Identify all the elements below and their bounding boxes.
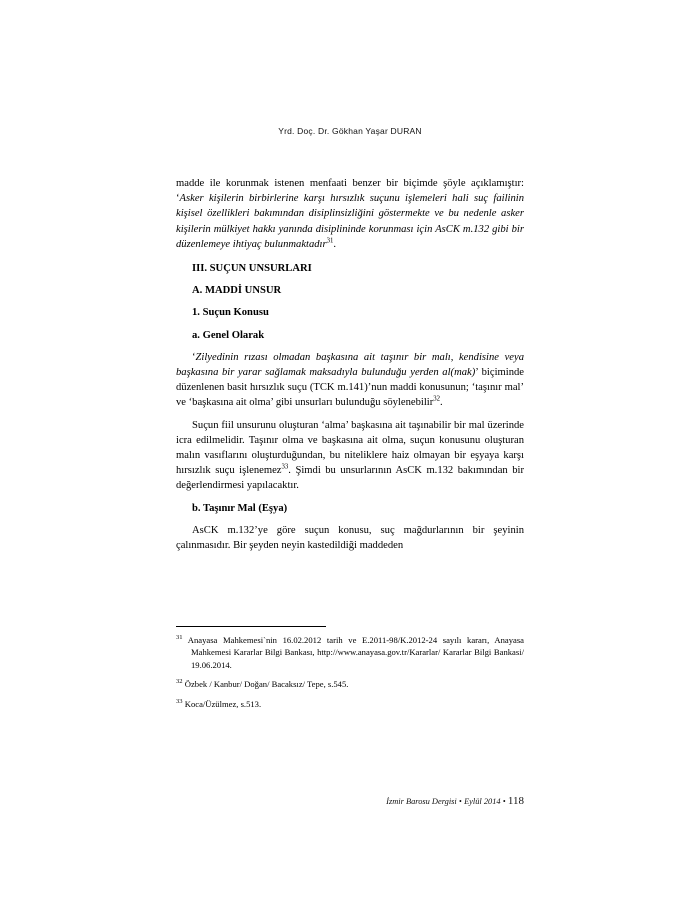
paragraph-text: madde ile korunmak istenen menfaati benzer bir biçimde şöyle açıklamıştır: ‘ [176, 178, 524, 205]
heading-sucun-konusu: 1. Suçun Konusu [192, 307, 269, 319]
footnote-number: 31 [176, 634, 183, 642]
footnote-text: Koca/Üzülmez, s.513. [184, 698, 262, 709]
footnote-ref-33[interactable]: 33 [281, 463, 289, 471]
heading-suclarin-unsurlari: III. SUÇUN UNSURLARI [192, 263, 312, 275]
footnote-number: 33 [176, 697, 183, 705]
page-footer [0, 795, 700, 807]
footnote-item [176, 678, 524, 690]
footnote-separator [176, 626, 326, 627]
footnote-ref-32[interactable]: 32 [433, 395, 441, 403]
body-text-column [176, 176, 524, 554]
fiil-text-b: . Şimdi bu unsurlarının AsCK m.132 bakımından bir değerlendirmesi yapılacaktır. [176, 465, 524, 492]
zilyed-italic: Zilyedinin rızası olmadan başkasına ait taşınır bir malı, kendisine veya başkasına bir yarar sağlamak maksadıyla bulunduğu yerden al(mak) [176, 351, 524, 379]
running-head: Yrd. Doç. Dr. Gökhan Yaşar DURAN [278, 126, 422, 136]
footnote-text: Özbek / Kanbur/ Doğan/ Bacaksız/ Tepe, s.545. [184, 679, 349, 690]
heading-maddi-unsur: A. MADDİ UNSUR [192, 285, 282, 297]
page-number: 118 [507, 795, 524, 807]
footer-separator-1: • [459, 797, 462, 806]
zilyed-end: . [440, 397, 443, 409]
footnote-number: 32 [176, 678, 183, 686]
zilyed-post: ’ biçiminde düzenlenen basit hırsızlık suçu (TCK m.141)’nun maddi konusunun; ‘taşınır mal’ ve ‘başkasına ait olma’ gibi unsurları bulunduğu söylenebilir [176, 367, 524, 409]
footnote-item [176, 698, 524, 710]
issue-label: Eylül 2014 [464, 797, 501, 806]
fiil-text-a: Suçun fiil unsurunu oluşturan ‘alma’ başkasına ait taşınabilir bir mal üzerinde icra edilmelidir. Taşınır olma ve başkasına ait olma, suçun konusunu oluşturan malın vasıflarını oluşturduğundan, bu niteliklere haiz olmayan bir eşyaya karşı hırsızlık suçu işlenemez [176, 419, 524, 477]
paragraph-tail: . [333, 238, 337, 250]
footnote-text: Anayasa Mahkemesi`nin 16.02.2012 tarih ve E.2011-98/K.2012-24 sayılı kararı, Anayasa Mahkemesi Kararlar Bilgi Bankası, http://www.anayasa.gov.tr/Kararlar/ Kararlar Bilgi Bankasi/ 19.06.2014. [187, 635, 524, 670]
paragraph-menfaat [176, 176, 524, 252]
footnote-list [176, 634, 524, 717]
journal-name: İzmir Barosu Dergisi [386, 797, 457, 806]
footnote-item [176, 634, 524, 671]
quoted-italic-text: Asker kişilerin birbirlerine karşı hırsızlık suçunu işlemeleri hali suç failinin kişisel özellikleri bakımından disiplinsizliğini göstermekte ve bu nedenle asker kişilerin mülkiyet hakkı yanında disiplininde korunması için AsCK m.132 gibi bir düzenlemeye ihtiyaç bulunmaktadır [176, 193, 524, 250]
heading-tasinir-mal: b. Taşınır Mal (Eşya) [192, 502, 288, 514]
zilyed-pre: ‘ [192, 351, 196, 363]
footnote-ref-31[interactable]: 31 [326, 237, 334, 245]
paragraph-ascm-132: AsCK m.132’ye göre suçun konusu, suç mağdurlarının bir şeyinin çalınmasıdır. Bir şeyden neyin kastedildiği maddeden [176, 524, 524, 552]
paragraph-fiil-unsuru [176, 418, 524, 494]
footer-separator-2: • [502, 797, 506, 806]
paragraph-zilyed [176, 350, 524, 411]
heading-genel-olarak: a. Genel Olarak [192, 329, 265, 341]
